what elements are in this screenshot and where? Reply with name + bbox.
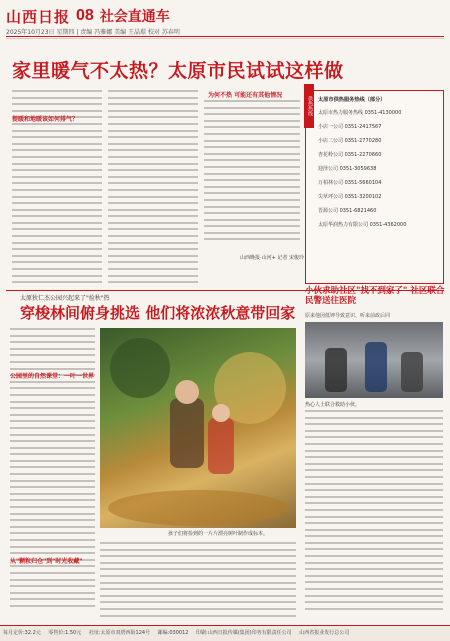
hotline-item: 太原市热力服务热线 0351-4130000	[318, 110, 402, 116]
footer-address: 社址:太原市双塔西街124号	[88, 630, 151, 636]
rescue-illustration	[305, 322, 443, 398]
newspaper-logo: 山西日报	[6, 7, 71, 26]
dateline: 2025年10月23日 星期四 | 责编 冯雅娜 美编 王晶璟 校对 苏春明	[6, 29, 180, 36]
rescue-photo	[305, 322, 443, 398]
subhead-classroom: 公园里的自然课堂：一叶一世界	[10, 373, 95, 380]
sidebar-title: 太原市供热服务热线（部分）	[318, 97, 386, 103]
article-column-2	[108, 90, 198, 290]
article-column-3	[204, 100, 300, 250]
headline-2: 穿梭林间俯身挑选 他们将浓浓秋意带回家	[20, 304, 296, 322]
sidebar-tag: 供热热线	[304, 84, 314, 128]
rescue-caption: 热心人士联合救助小伙。	[305, 402, 361, 408]
masthead	[6, 8, 170, 24]
footer-printer: 印刷:山西日报传媒(集团)印务有限责任公司	[196, 630, 292, 636]
hotline-item: 迎泽公司 0351-3059638	[318, 166, 377, 172]
hotline-item: 晋源公司 0351-6821460	[318, 208, 377, 214]
subhead-collection: 从"颗粒归仓"到"时光收藏"	[10, 558, 83, 565]
header-rule-thin	[6, 38, 444, 39]
hotline-item: 万柏林公司 0351-5660104	[318, 180, 382, 186]
article3-text	[305, 410, 443, 622]
page-number: 08	[76, 7, 94, 24]
section-title: 社会直通车	[99, 9, 170, 25]
headline-3: 小伙求助社区"找不到家了" 社区联合民警送往医院	[305, 286, 445, 306]
page-headline: 家里暖气不太热？太原市民试试这样做	[12, 60, 344, 82]
footer	[0, 625, 450, 641]
footer-retail: 零售价:1.50元	[48, 630, 82, 636]
photo-caption: 孩子们将捡到的一片片漂亮树叶制作成标本。	[168, 531, 269, 537]
byline: 山西晚报·山河+ 记者 宋俊玲	[240, 255, 304, 261]
article2-column-2	[100, 542, 296, 622]
hotline-item: 小店一公司 0351-2417567	[318, 124, 382, 130]
kicker-2: 太原狄仁杰公园兴起来了"捡秋"热	[20, 295, 110, 302]
photo-illustration	[100, 328, 296, 528]
footer-price: 每月定价:32.2元	[3, 630, 41, 636]
header-rule	[6, 36, 444, 37]
sidebar-list	[318, 106, 438, 232]
autumn-photo	[100, 328, 296, 528]
footer-postcode: 邮编:030012	[157, 630, 189, 636]
subhead-other-reasons: 为何不热 可能还有其他情况	[208, 92, 283, 99]
hotline-item: 太原华润热力有限公司 0351-4362000	[318, 222, 407, 228]
hotline-item: 小店二公司 0351-2770280	[318, 138, 382, 144]
footer-distributor: 山西省报业发行总公司	[299, 630, 350, 636]
hotline-item: 杏花岭公司 0351-2270660	[318, 152, 382, 158]
subhead-exhaust: 提暖和地暖该如何排气？	[12, 116, 79, 123]
hotline-item: 尖草坪公司 0351-3200102	[318, 194, 382, 200]
kicker-3: 原来他因低钾导致意识、听来前政后同	[305, 313, 391, 319]
